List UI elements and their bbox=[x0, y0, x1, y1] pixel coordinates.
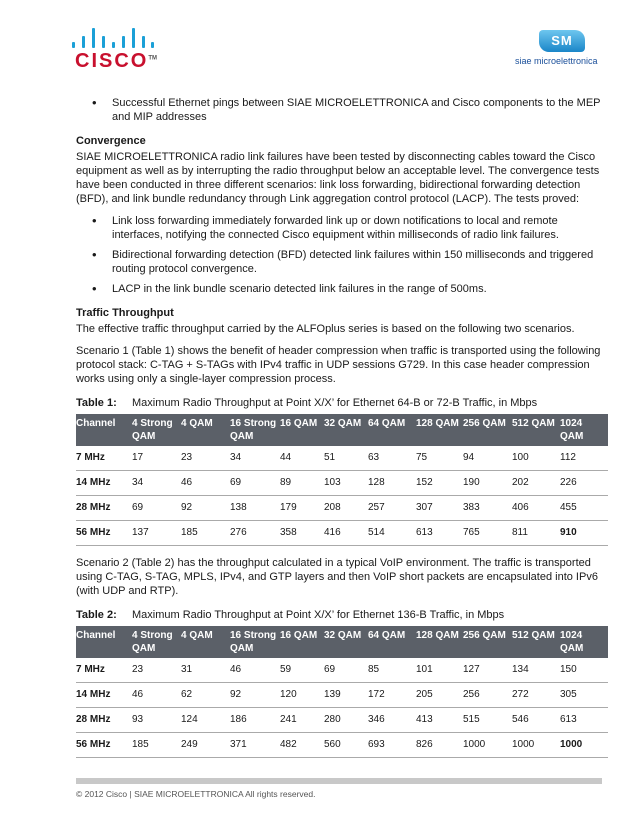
table1-caption-text: Maximum Radio Throughput at Point X/X’ for Ethernet 64-B or 72-B Traffic, in Mbps bbox=[132, 397, 538, 409]
table-header-row bbox=[76, 626, 608, 658]
table-header-cell: 512 QAM bbox=[512, 626, 560, 658]
intro-bullet-list bbox=[76, 96, 606, 124]
table-cell: 150 bbox=[560, 658, 608, 683]
table-cell: 134 bbox=[512, 658, 560, 683]
table-row bbox=[76, 733, 608, 758]
table-row bbox=[76, 496, 608, 521]
table-cell: 46 bbox=[181, 471, 230, 496]
table-header-cell: Channel bbox=[76, 626, 132, 658]
table-cell: 128 bbox=[368, 471, 416, 496]
table-cell: 101 bbox=[416, 658, 463, 683]
table-cell: 1000 bbox=[560, 733, 608, 758]
table-cell: 208 bbox=[324, 496, 368, 521]
table-cell: 89 bbox=[280, 471, 324, 496]
list-item: • Link loss forwarding immediately forwarded link up or down notifications to local and remote interfaces, notifying the connected Cisco equipment within milliseconds of radio link failures. bbox=[76, 214, 606, 242]
table-row-header: 56 MHz bbox=[76, 521, 132, 546]
table-cell: 307 bbox=[416, 496, 463, 521]
table-header-cell: 128 QAM bbox=[416, 414, 463, 446]
table-cell: 75 bbox=[416, 446, 463, 471]
list-item: • Successful Ethernet pings between SIAE MICROELETTRONICA and Cisco components to the MEP and MIP addresses bbox=[76, 96, 606, 124]
throughput-heading: Traffic Throughput bbox=[76, 307, 174, 319]
table-cell: 1000 bbox=[463, 733, 512, 758]
table-header-cell: Channel bbox=[76, 414, 132, 446]
table-cell: 613 bbox=[560, 708, 608, 733]
table-row bbox=[76, 658, 608, 683]
table-header-cell: 16 QAM bbox=[280, 626, 324, 658]
table-cell: 257 bbox=[368, 496, 416, 521]
table-row-header: 7 MHz bbox=[76, 658, 132, 683]
table2-caption bbox=[76, 608, 606, 622]
table-cell: 693 bbox=[368, 733, 416, 758]
table-row bbox=[76, 446, 608, 471]
throughput-paragraph-3: Scenario 2 (Table 2) has the throughput calculated in a typical VoIP environment. The traffic is transported using C-TAG, S-TAG, MPLS, IPv4, and GTP layers and then VoIP short packets are encapsulated into IPv6 (with UDP and RTP). bbox=[76, 557, 598, 597]
table-cell: 92 bbox=[230, 683, 280, 708]
table-header-cell: 16 Strong QAM bbox=[230, 414, 280, 446]
table-cell: 92 bbox=[181, 496, 230, 521]
table-header-cell: 32 QAM bbox=[324, 414, 368, 446]
table1 bbox=[76, 414, 608, 546]
table-cell: 482 bbox=[280, 733, 324, 758]
table-cell: 94 bbox=[463, 446, 512, 471]
table1-label: Table 1: bbox=[76, 397, 117, 409]
footer-divider bbox=[76, 778, 602, 784]
table-cell: 765 bbox=[463, 521, 512, 546]
table-cell: 23 bbox=[132, 658, 181, 683]
table-cell: 205 bbox=[416, 683, 463, 708]
table-cell: 272 bbox=[512, 683, 560, 708]
table-cell: 358 bbox=[280, 521, 324, 546]
table-row-header: 14 MHz bbox=[76, 683, 132, 708]
cisco-logo bbox=[72, 28, 158, 72]
cisco-wordmark: CISCO™ bbox=[75, 50, 158, 72]
table-row-header: 7 MHz bbox=[76, 446, 132, 471]
table-cell: 249 bbox=[181, 733, 230, 758]
table-cell: 256 bbox=[463, 683, 512, 708]
table-cell: 416 bbox=[324, 521, 368, 546]
table-cell: 811 bbox=[512, 521, 560, 546]
table-header-cell: 1024 QAM bbox=[560, 626, 608, 658]
throughput-paragraph-2: Scenario 1 (Table 1) shows the benefit of header compression when traffic is transported using the following protocol stack: C-TAG + S-TAGs with IPv4 traffic in UDP sessions G729. In this case header compression works using only a single-layer compression process. bbox=[76, 345, 601, 385]
table-row bbox=[76, 708, 608, 733]
footer-copyright: © 2012 Cisco | SIAE MICROELETTRONICA All rights reserved. bbox=[76, 789, 316, 799]
table-cell: 383 bbox=[463, 496, 512, 521]
table1-caption bbox=[76, 396, 606, 410]
table-cell: 613 bbox=[416, 521, 463, 546]
table-cell: 406 bbox=[512, 496, 560, 521]
table-cell: 69 bbox=[230, 471, 280, 496]
table-cell: 202 bbox=[512, 471, 560, 496]
table-row-header: 56 MHz bbox=[76, 733, 132, 758]
table-header-cell: 4 Strong QAM bbox=[132, 414, 181, 446]
table-cell: 276 bbox=[230, 521, 280, 546]
table-cell: 46 bbox=[132, 683, 181, 708]
table-cell: 910 bbox=[560, 521, 608, 546]
table-header-cell: 4 QAM bbox=[181, 414, 230, 446]
table-header-cell: 256 QAM bbox=[463, 414, 512, 446]
table-cell: 226 bbox=[560, 471, 608, 496]
list-item: • LACP in the link bundle scenario detected link failures in the range of 500ms. bbox=[76, 282, 606, 296]
table-row-header: 28 MHz bbox=[76, 708, 132, 733]
table2-label: Table 2: bbox=[76, 609, 117, 621]
table-cell: 241 bbox=[280, 708, 324, 733]
table-cell: 455 bbox=[560, 496, 608, 521]
table-header-cell: 64 QAM bbox=[368, 414, 416, 446]
table-cell: 127 bbox=[463, 658, 512, 683]
table-header-cell: 256 QAM bbox=[463, 626, 512, 658]
table-row-header: 28 MHz bbox=[76, 496, 132, 521]
table-header-cell: 512 QAM bbox=[512, 414, 560, 446]
page-content bbox=[76, 96, 606, 758]
table-header-cell: 16 Strong QAM bbox=[230, 626, 280, 658]
page-header bbox=[0, 0, 638, 80]
table-cell: 1000 bbox=[512, 733, 560, 758]
table-header-cell: 1024 QAM bbox=[560, 414, 608, 446]
table-cell: 112 bbox=[560, 446, 608, 471]
table-row bbox=[76, 521, 608, 546]
table-cell: 69 bbox=[324, 658, 368, 683]
siae-mark-icon: SM bbox=[539, 30, 585, 52]
table-header-cell: 4 Strong QAM bbox=[132, 626, 181, 658]
table-cell: 62 bbox=[181, 683, 230, 708]
table-cell: 346 bbox=[368, 708, 416, 733]
table-header-cell: 64 QAM bbox=[368, 626, 416, 658]
table-cell: 280 bbox=[324, 708, 368, 733]
table-cell: 34 bbox=[230, 446, 280, 471]
table-cell: 172 bbox=[368, 683, 416, 708]
table-cell: 371 bbox=[230, 733, 280, 758]
table2 bbox=[76, 626, 608, 758]
table-cell: 34 bbox=[132, 471, 181, 496]
table-cell: 124 bbox=[181, 708, 230, 733]
table-row bbox=[76, 471, 608, 496]
table-cell: 826 bbox=[416, 733, 463, 758]
table-cell: 546 bbox=[512, 708, 560, 733]
table-cell: 185 bbox=[181, 521, 230, 546]
cisco-bars-icon bbox=[72, 28, 154, 48]
table-cell: 103 bbox=[324, 471, 368, 496]
table-cell: 85 bbox=[368, 658, 416, 683]
table-header-cell: 16 QAM bbox=[280, 414, 324, 446]
list-item: • Bidirectional forwarding detection (BFD) detected link failures within 150 milliseconds and triggered routing protocol convergence. bbox=[76, 248, 606, 276]
table-cell: 190 bbox=[463, 471, 512, 496]
table-cell: 413 bbox=[416, 708, 463, 733]
table-header-cell: 32 QAM bbox=[324, 626, 368, 658]
table-cell: 137 bbox=[132, 521, 181, 546]
table-cell: 46 bbox=[230, 658, 280, 683]
table-cell: 51 bbox=[324, 446, 368, 471]
table-header-cell: 128 QAM bbox=[416, 626, 463, 658]
table-cell: 63 bbox=[368, 446, 416, 471]
table-cell: 100 bbox=[512, 446, 560, 471]
table-cell: 186 bbox=[230, 708, 280, 733]
convergence-paragraph: SIAE MICROELETTRONICA radio link failures have been tested by disconnecting cables toward the Cisco equipment as well as by interrupting the radio throughput below an acceptable level. The convergence tests have been conducted in three different scenarios: link loss forwarding, bidirectional forwarding detection (BFD), and link bundle redundancy through Link aggregation control protocol (LACP). The tests proved: bbox=[76, 151, 600, 205]
table2-caption-text: Maximum Radio Throughput at Point X/X’ for Ethernet 136-B Traffic, in Mbps bbox=[132, 609, 505, 621]
table-cell: 560 bbox=[324, 733, 368, 758]
convergence-heading: Convergence bbox=[76, 135, 146, 147]
table-cell: 139 bbox=[324, 683, 368, 708]
siae-wordmark: siae microelettronica bbox=[515, 56, 598, 66]
table-cell: 185 bbox=[132, 733, 181, 758]
throughput-paragraph-1: The effective traffic throughput carried by the ALFOplus series is based on the following two scenarios. bbox=[76, 323, 575, 335]
table-row bbox=[76, 683, 608, 708]
table-row-header: 14 MHz bbox=[76, 471, 132, 496]
table-cell: 179 bbox=[280, 496, 324, 521]
table-cell: 69 bbox=[132, 496, 181, 521]
table-header-row bbox=[76, 414, 608, 446]
table-cell: 44 bbox=[280, 446, 324, 471]
table-cell: 514 bbox=[368, 521, 416, 546]
siae-logo bbox=[515, 30, 607, 72]
table-cell: 59 bbox=[280, 658, 324, 683]
table-cell: 305 bbox=[560, 683, 608, 708]
convergence-bullet-list bbox=[76, 214, 606, 296]
table-cell: 515 bbox=[463, 708, 512, 733]
table-cell: 93 bbox=[132, 708, 181, 733]
table-cell: 17 bbox=[132, 446, 181, 471]
table-cell: 152 bbox=[416, 471, 463, 496]
table-cell: 23 bbox=[181, 446, 230, 471]
table-cell: 120 bbox=[280, 683, 324, 708]
table-cell: 31 bbox=[181, 658, 230, 683]
table-header-cell: 4 QAM bbox=[181, 626, 230, 658]
table-cell: 138 bbox=[230, 496, 280, 521]
